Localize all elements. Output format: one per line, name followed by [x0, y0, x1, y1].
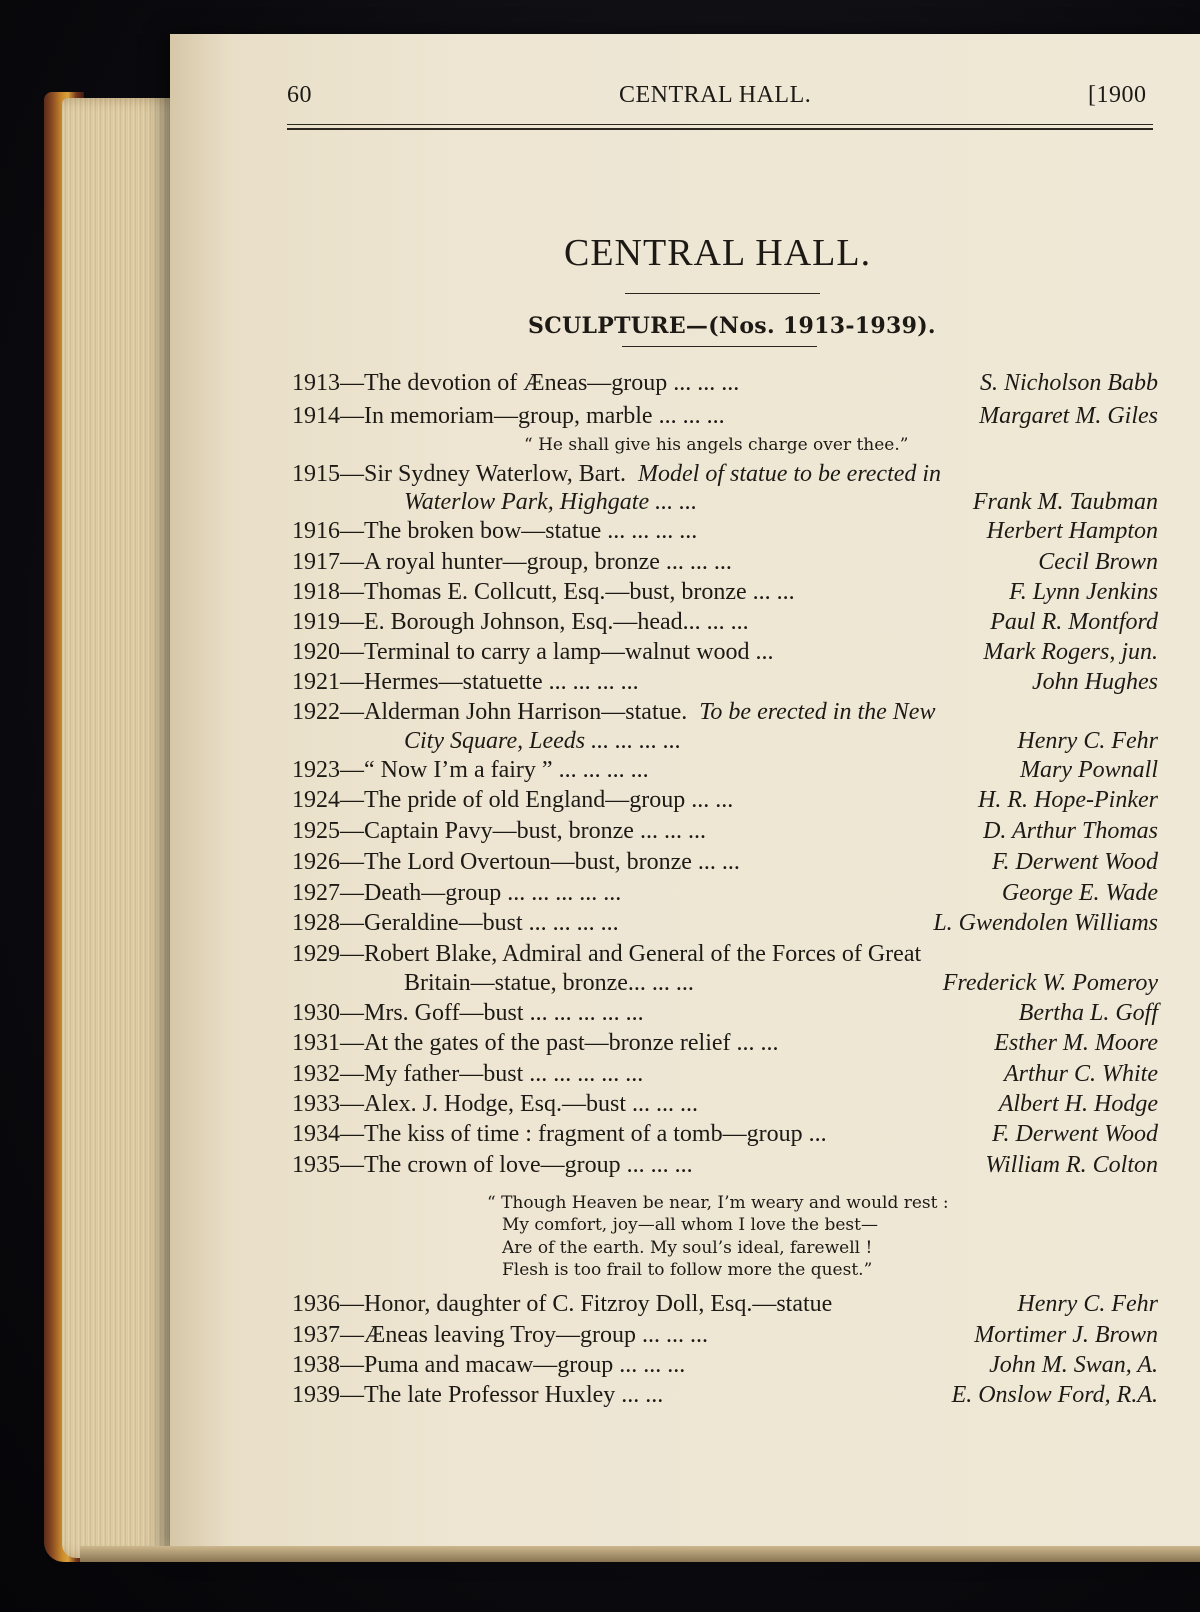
entry-title: 1938—Puma and macaw—group ... ... ... [292, 1352, 686, 1378]
entry-title: 1926—The Lord Overtoun—bust, bronze ... ... [292, 849, 740, 875]
entry-artist: Mark Rogers, jun. [983, 639, 1158, 665]
catalogue-entry-continued [292, 970, 1158, 1000]
entry-title: 1931—At the gates of the past—bronze relief ... ... [292, 1030, 779, 1056]
entry-artist: F. Lynn Jenkins [1009, 579, 1158, 605]
running-title: CENTRAL HALL. [619, 82, 812, 108]
entry-artist: Mortimer J. Brown [974, 1322, 1158, 1348]
catalogue-entry-continued [292, 728, 1158, 758]
catalogue-entry [292, 1322, 1158, 1352]
entry-note: Model of statue to be erected in [638, 461, 942, 487]
section-subtitle: SCULPTURE—(Nos. 1913-1939). [528, 313, 936, 339]
entry-quote: “ He shall give his angels charge over thee.” [524, 435, 909, 455]
entry-title: 1924—The pride of old England—group ... ... [292, 787, 734, 813]
entry-artist: Henry C. Fehr [1017, 1291, 1158, 1317]
poem-line: “ Though Heaven be near, I’m weary and would rest : [487, 1193, 949, 1213]
entry-artist: Mary Pownall [1020, 757, 1158, 783]
entry-title: City Square, Leeds ... ... ... ... [404, 728, 682, 754]
catalogue-entry [292, 1000, 1158, 1030]
subtitle-rule [622, 346, 817, 347]
catalogue-entry [292, 1152, 1158, 1182]
entry-title: 1914—In memoriam—group, marble ... ... ... [292, 403, 725, 429]
catalogue-entry [292, 757, 1158, 787]
catalogue-entry-continued [292, 489, 1158, 519]
catalogue-entry [292, 609, 1158, 639]
entry-title: 1923—“ Now I’m a fairy ” ... ... ... ... [292, 757, 649, 783]
running-year: [1900 [1088, 82, 1147, 108]
entry-title [292, 461, 941, 488]
entry-title: 1918—Thomas E. Collcutt, Esq.—bust, bronze ... ... [292, 579, 795, 605]
catalogue-entry [292, 1291, 1158, 1321]
entry-title: 1927—Death—group ... ... ... ... ... [292, 880, 622, 906]
entry-artist: L. Gwendolen Williams [933, 910, 1158, 936]
catalogue-entry [292, 518, 1158, 548]
catalogue-entry [292, 1382, 1158, 1412]
entry-artist: George E. Wade [1001, 880, 1158, 906]
catalogue-entry [292, 549, 1158, 579]
entry-artist: Albert H. Hodge [998, 1091, 1158, 1117]
book-bottom-edge [80, 1546, 1200, 1562]
entry-title: 1925—Captain Pavy—bust, bronze ... ... ... [292, 818, 706, 844]
catalogue-entry [292, 579, 1158, 609]
entry-artist: Herbert Hampton [986, 518, 1158, 544]
catalogue-entry [292, 910, 1158, 940]
entry-title: 1930—Mrs. Goff—bust ... ... ... ... ... [292, 1000, 644, 1026]
entry-artist: Margaret M. Giles [979, 403, 1158, 429]
entry-title-text: 1915—Sir Sydney Waterlow, Bart. [292, 461, 627, 487]
catalogue-entry [292, 1061, 1158, 1091]
entry-title: 1933—Alex. J. Hodge, Esq.—bust ... ... ... [292, 1091, 698, 1117]
entry-title: 1921—Hermes—statuette ... ... ... ... [292, 669, 639, 695]
entry-artist: Arthur C. White [1004, 1061, 1158, 1087]
entry-artist: E. Onslow Ford, R.A. [951, 1382, 1158, 1408]
entry-title: 1916—The broken bow—statue ... ... ... ... [292, 518, 698, 544]
entry-title [292, 699, 935, 726]
entry-title: 1917—A royal hunter—group, bronze ... ... ... [292, 549, 732, 575]
entry-artist: John M. Swan, A. [989, 1352, 1158, 1378]
entry-title: 1934—The kiss of time : fragment of a tomb—group ... [292, 1121, 827, 1147]
catalogue-entry [292, 1121, 1158, 1151]
entry-artist: F. Derwent Wood [991, 1121, 1158, 1147]
catalogue-entry [292, 1352, 1158, 1382]
entry-artist: S. Nicholson Babb [980, 370, 1158, 396]
entry-artist: Bertha L. Goff [1018, 1000, 1158, 1026]
catalogue-entry [292, 403, 1158, 433]
catalogue-entry [292, 880, 1158, 910]
entry-artist: William R. Colton [985, 1152, 1158, 1178]
entry-title: 1920—Terminal to carry a lamp—walnut wood ... [292, 639, 774, 665]
entry-artist: Henry C. Fehr [1017, 728, 1158, 754]
entry-artist: Paul R. Montford [990, 609, 1158, 635]
catalogue-entry [292, 370, 1158, 400]
catalogue-entry [292, 849, 1158, 879]
entry-title: 1928—Geraldine—bust ... ... ... ... [292, 910, 619, 936]
entry-note: To be erected in the New [699, 699, 936, 725]
catalogue-entry [292, 1030, 1158, 1060]
header-rule [287, 124, 1153, 125]
entry-title: Britain—statue, bronze... ... ... [404, 970, 694, 996]
entry-title: 1937—Æneas leaving Troy—group ... ... ... [292, 1322, 708, 1348]
entry-title: 1919—E. Borough Johnson, Esq.—head... ... ... [292, 609, 749, 635]
entry-title: 1935—The crown of love—group ... ... ... [292, 1152, 693, 1178]
catalogue-entry [292, 941, 1158, 971]
entry-artist: D. Arthur Thomas [983, 818, 1158, 844]
entry-title: 1932—My father—bust ... ... ... ... ... [292, 1061, 644, 1087]
catalogue-entry [292, 1091, 1158, 1121]
catalogue-entry [292, 787, 1158, 817]
entry-title: 1929—Robert Blake, Admiral and General of the Forces of Great [292, 941, 922, 967]
entry-title: 1939—The late Professor Huxley ... ... [292, 1382, 664, 1408]
entry-artist: Cecil Brown [1038, 549, 1158, 575]
catalogue-entry [292, 639, 1158, 669]
catalogue-entry [292, 461, 1158, 491]
poem-line: My comfort, joy—all whom I love the best— [502, 1215, 878, 1235]
entry-artist: John Hughes [1032, 669, 1158, 695]
entry-artist: Frank M. Taubman [972, 489, 1158, 515]
entry-artist: Frederick W. Pomeroy [942, 970, 1158, 996]
page-title: CENTRAL HALL. [564, 232, 872, 274]
entry-artist: H. R. Hope-Pinker [978, 787, 1158, 813]
header-rule [287, 128, 1153, 130]
entry-title-text: 1922—Alderman John Harrison—statue. [292, 699, 688, 725]
catalogue-entry [292, 818, 1158, 848]
poem-line: Are of the earth. My soul’s ideal, farewell ! [502, 1238, 873, 1258]
entry-title: Waterlow Park, Highgate ... ... [404, 489, 698, 515]
page-number: 60 [287, 82, 312, 108]
catalogue-entry [292, 699, 1158, 729]
entry-artist: Esther M. Moore [994, 1030, 1158, 1056]
poem-line: Flesh is too frail to follow more the quest.” [502, 1260, 873, 1280]
entry-title: 1936—Honor, daughter of C. Fitzroy Doll, Esq.—statue [292, 1291, 833, 1317]
entry-artist: F. Derwent Wood [991, 849, 1158, 875]
entry-title: 1913—The devotion of Æneas—group ... ... ... [292, 370, 740, 396]
catalogue-entry [292, 669, 1158, 699]
title-rule [625, 293, 820, 294]
